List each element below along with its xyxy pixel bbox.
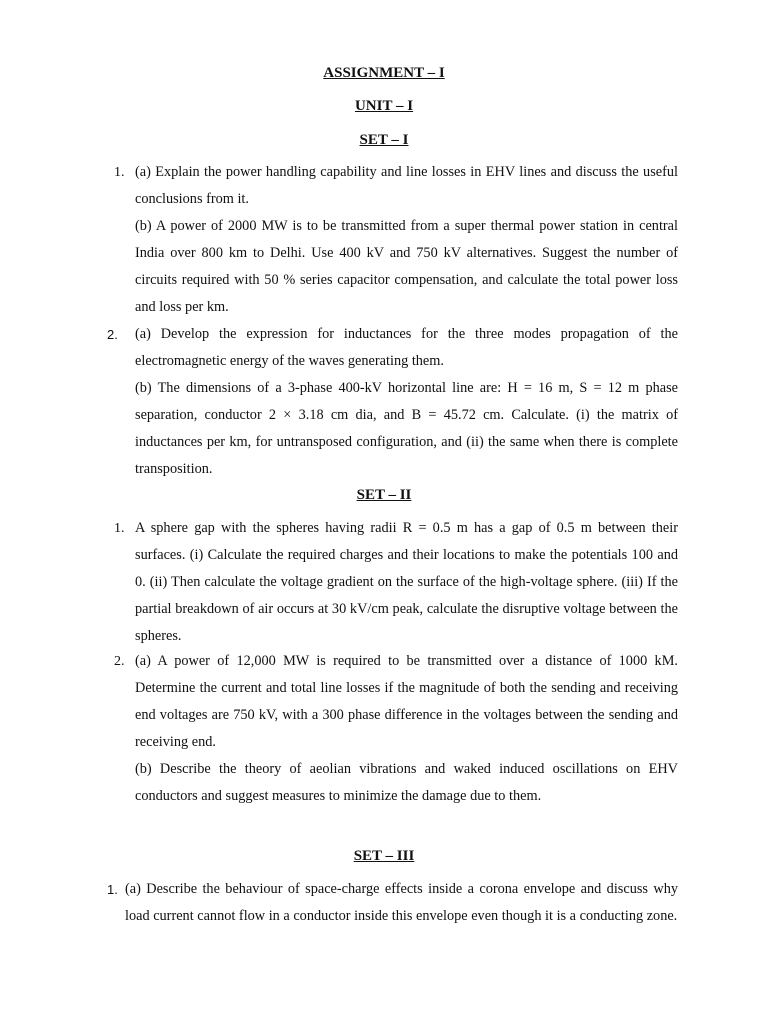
set-3-heading: SET – III [353, 848, 415, 864]
set1-q1-part-b: (b) A power of 2000 MW is to be transmitted from a super thermal power station in central India over 800 km to Delhi. Use 400 kV and 750 kV alternatives. Suggest the number of circuits required with 50 % series capacitor compensation, and calculate the total power loss and loss per km. [135, 218, 678, 315]
set1-q2-part-b: (b) The dimensions of a 3-phase 400-kV horizontal line are: H = 16 m, S = 12 m phase separation, conductor 2 × 3.18 cm dia, and B = 45.72 cm. Calculate. (i) the matrix of inductances per km, for untransposed configuration, and (ii) the same when there is complete transposition. [135, 380, 678, 477]
set2-q2-part-b: (b) Describe the theory of aeolian vibrations and waked induced oscillations on EHV conductors and suggest measures to minimize the damage due to them. [135, 761, 678, 804]
assignment-title: ASSIGNMENT – I [323, 65, 445, 81]
set2-q2-part-a: (a) A power of 12,000 MW is required to be transmitted over a distance of 1000 kM. Determine the current and total line losses if the magnitude of both the sending and receiving end voltages are 750 kV, with a 300 phase difference in the voltages between the sending and receiving end. [135, 653, 678, 750]
set-1-heading: SET – I [359, 132, 409, 148]
set1-q1-number: 1. [114, 165, 125, 180]
set1-q2-number: 2. [107, 327, 118, 342]
set-2-heading: SET – II [356, 487, 412, 503]
set2-q2-number: 2. [114, 654, 125, 669]
set1-q2-part-a: (a) Develop the expression for inductances for the three modes propagation of the electromagnetic energy of the waves generating them. [135, 326, 678, 369]
unit-title: UNIT – I [354, 98, 414, 114]
set3-q1-number: 1. [107, 882, 118, 897]
set1-q1-part-a: (a) Explain the power handling capability and line losses in EHV lines and discuss the useful conclusions from it. [135, 164, 678, 207]
set2-q1-text: A sphere gap with the spheres having radii R = 0.5 m has a gap of 0.5 m between their surfaces. (i) Calculate the required charges and their locations to make the potentials 100 and 0. (ii) Then calculate the voltage gradient on the surface of the high-voltage sphere. (iii) If the partial breakdown of air occurs at 30 kV/cm peak, calculate the disruptive voltage between the spheres. [135, 520, 678, 644]
set2-q1-number: 1. [114, 521, 125, 536]
set3-q1-text: (a) Describe the behaviour of space-charge effects inside a corona envelope and discuss why load current cannot flow in a conductor inside this envelope even though it is a conducting zone. [125, 881, 678, 924]
